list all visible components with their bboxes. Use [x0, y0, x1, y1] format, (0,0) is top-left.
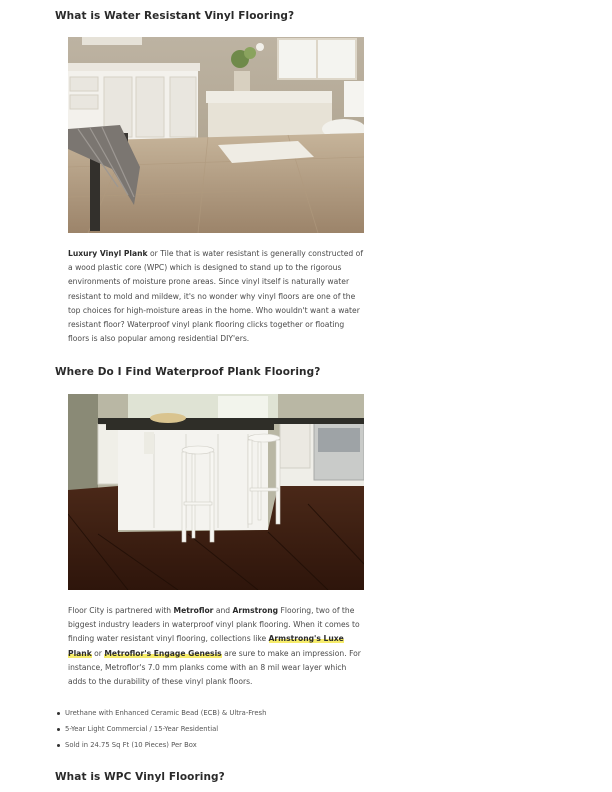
armstrong-brand: Armstrong [232, 606, 279, 615]
paragraph-2-text-4: or [91, 648, 105, 658]
section-heading-water-resistant: What is Water Resistant Vinyl Flooring? [55, 10, 295, 22]
paragraph-1-text: or Tile that is water resistant is generally constructed of a wood plastic core (WPC) which is designed to stand up to the rigorous environments of moisture prone areas. Since vinyl itself is naturally water resistant to mold and mildew, it's no wonder why vinyl floors are one of the top choices for high-moisture areas in the home. Who wouldn't want a water resistant floor? Waterproof vinyl plank flooring clicks together or floating floors is also popular among residential DIY'ers. [68, 249, 363, 344]
paragraph-partners [68, 604, 366, 689]
section-heading-waterproof-plank: Where Do I Find Waterproof Plank Flooring? [55, 366, 321, 378]
paragraph-2-text-3: Flooring, two of the biggest industry leaders in waterproof vinyl plank flooring. When it comes to finding water resistant vinyl flooring, collections like [68, 606, 360, 644]
paragraph-water-resistant [68, 247, 366, 346]
list-item: Urethane with Enhanced Ceramic Bead (ECB) & Ultra-Fresh [55, 705, 266, 721]
metroflor-engage-genesis-link[interactable]: Metroflor's Engage Genesis [104, 648, 222, 658]
feature-list [55, 705, 266, 753]
paragraph-2-text-1: Floor City is partnered with [68, 606, 174, 615]
list-item: Sold in 24.75 Sq Ft (10 Pieces) Per Box [55, 737, 266, 753]
bathroom-photo [68, 37, 364, 233]
armstrong-luxe-plank-link[interactable]: Armstrong's Luxe Plank [68, 634, 344, 658]
luxury-vinyl-plank-term: Luxury Vinyl Plank [68, 249, 148, 258]
paragraph-2-text-5: are sure to make an impression. For instance, Metroflor's 7.0 mm planks come with an 8 mil wear layer which adds to the durability of these vinyl plank floors. [68, 648, 361, 687]
metroflor-brand: Metroflor [173, 606, 214, 615]
section-heading-wpc: What is WPC Vinyl Flooring? [55, 771, 225, 783]
kitchen-photo [68, 394, 364, 590]
paragraph-2-text-2: and [213, 606, 233, 615]
list-item: 5-Year Light Commercial / 15-Year Residential [55, 721, 266, 737]
